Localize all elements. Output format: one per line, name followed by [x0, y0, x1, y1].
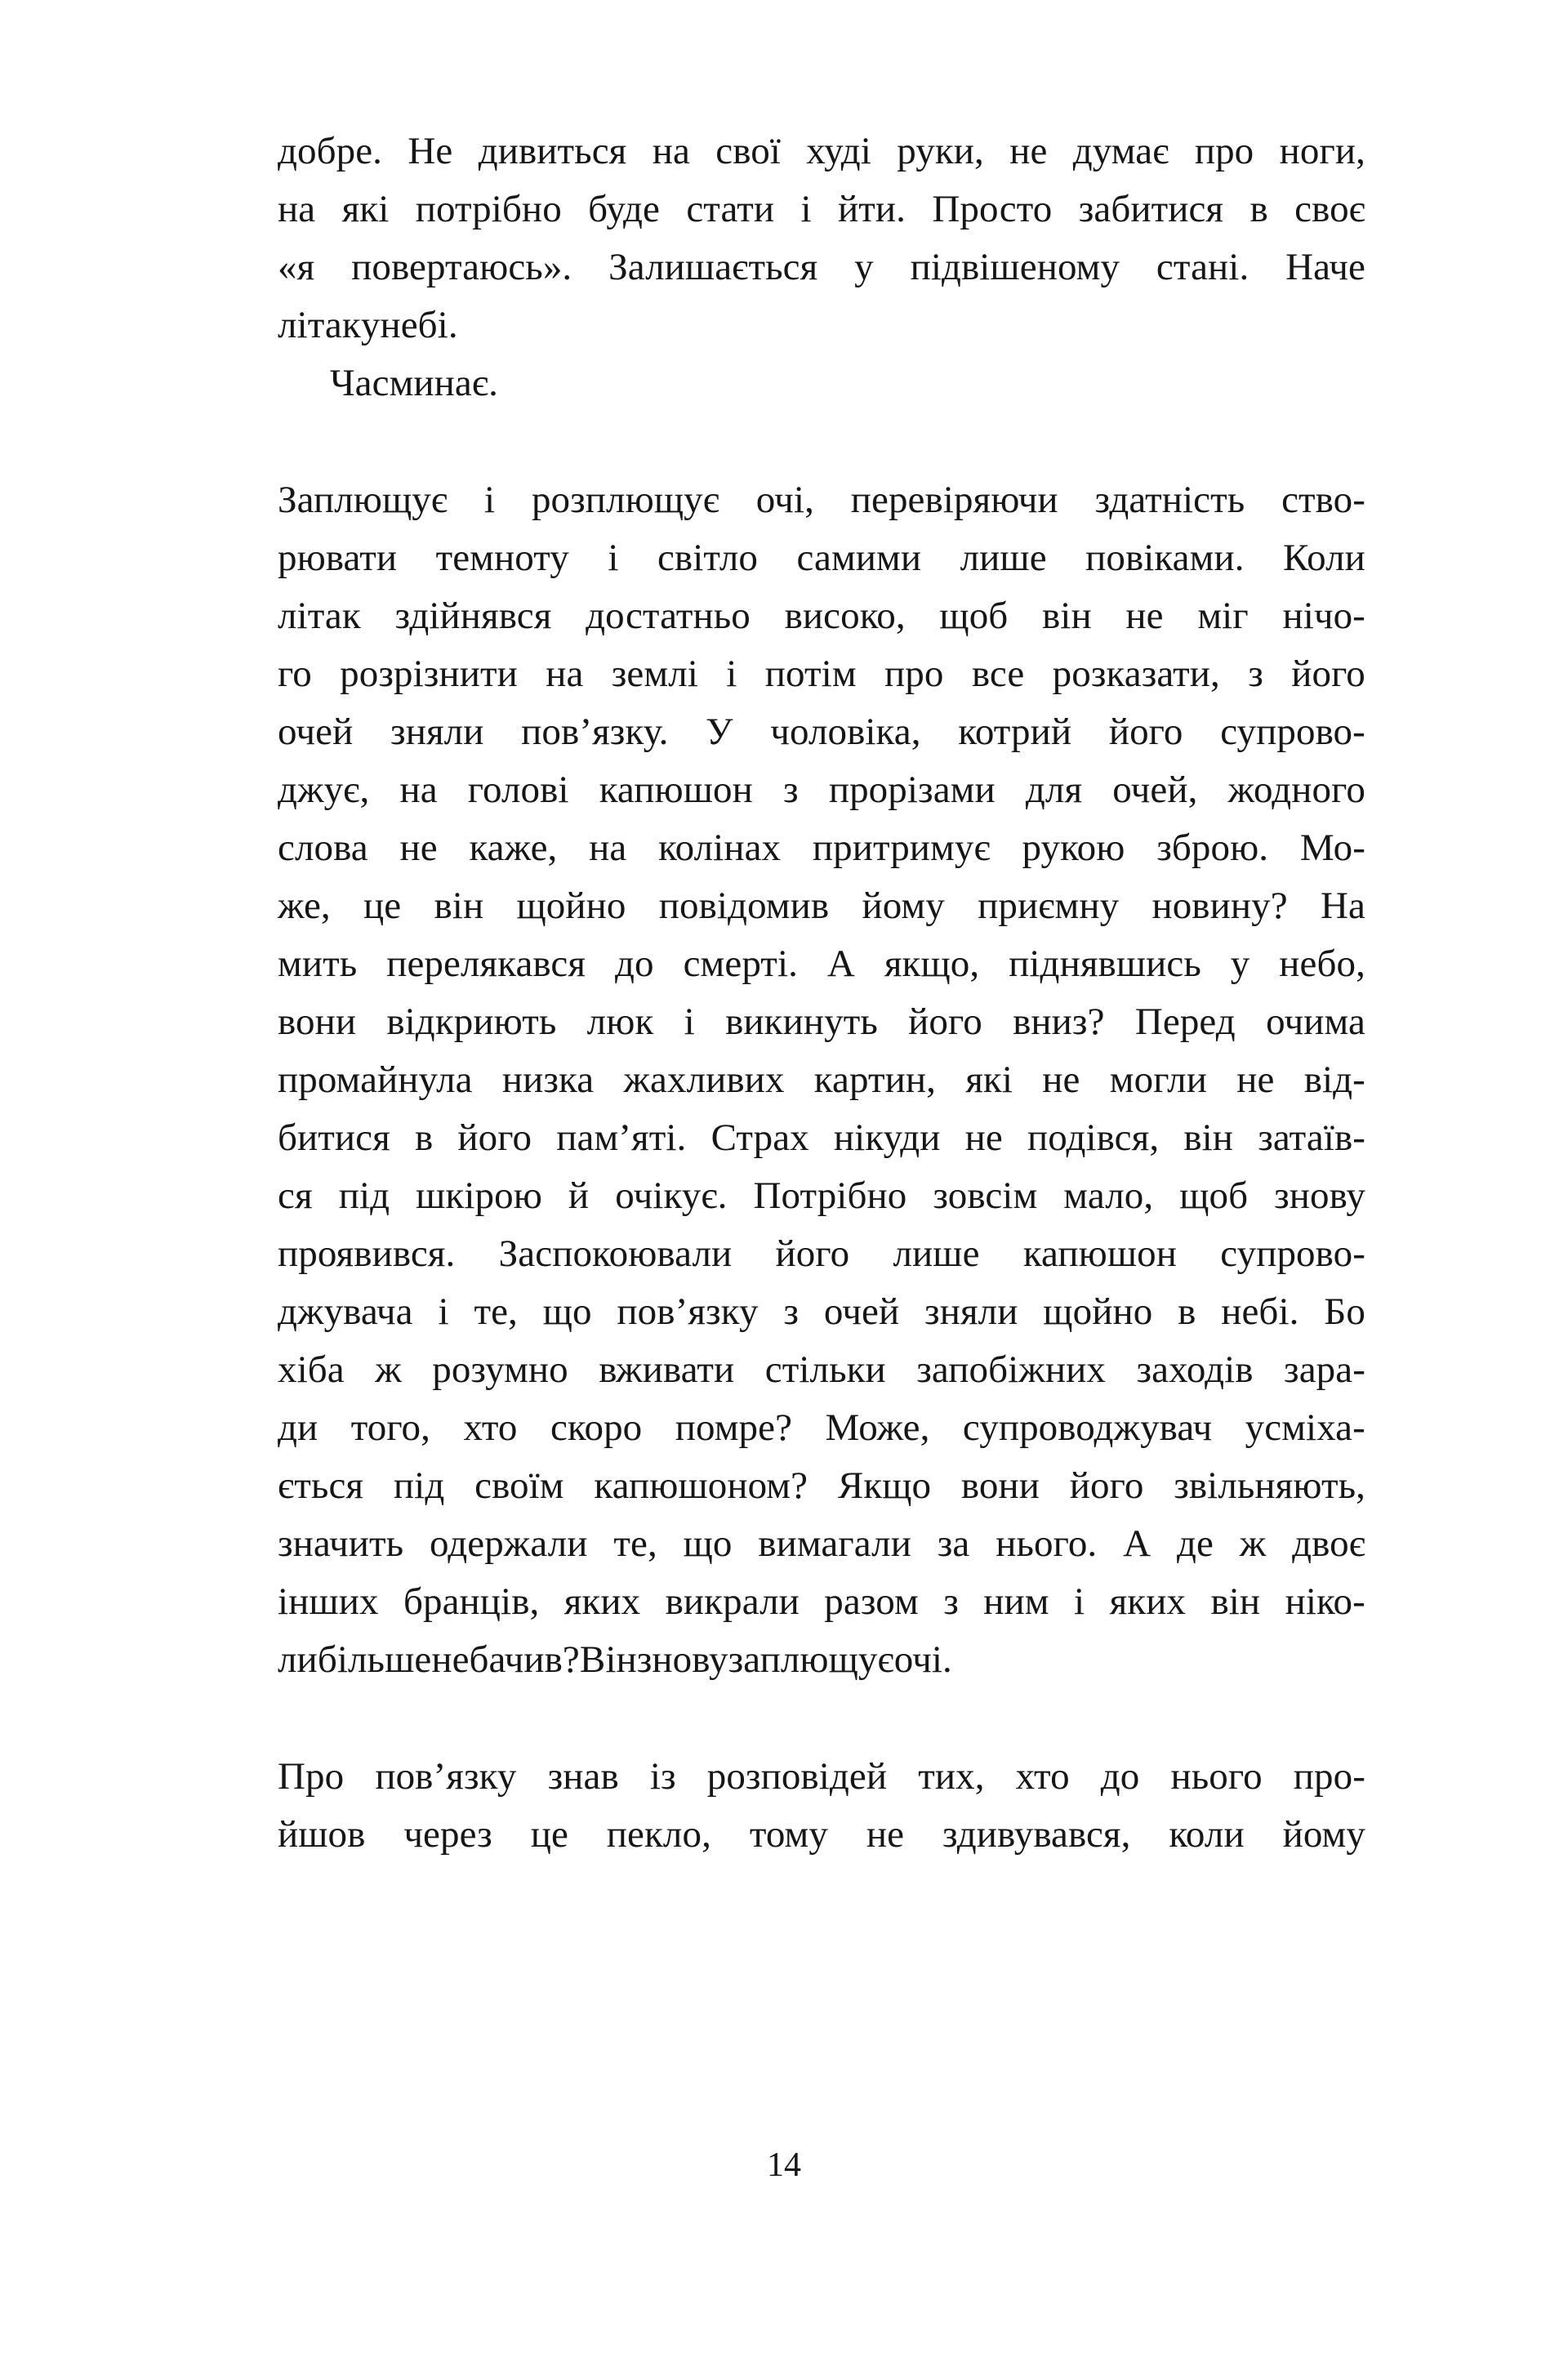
- word: добре.: [278, 130, 383, 172]
- word: приємну: [978, 885, 1120, 927]
- word: від-: [1303, 1058, 1365, 1101]
- text-line: [278, 935, 1365, 993]
- word: скоро: [550, 1406, 643, 1449]
- text-line: [278, 1051, 1365, 1109]
- word: під: [338, 1174, 390, 1217]
- word: бачив?: [469, 1638, 580, 1681]
- word: капюшоном?: [594, 1464, 808, 1507]
- word: рукою: [1022, 827, 1125, 869]
- word: в: [1250, 188, 1268, 230]
- paragraph: [278, 471, 1365, 1689]
- word: йому: [1282, 1813, 1365, 1856]
- text-line: [278, 1109, 1365, 1167]
- word: і: [438, 1290, 449, 1333]
- word: ди: [278, 1406, 318, 1449]
- word: «я: [278, 246, 315, 288]
- word: все: [971, 653, 1025, 695]
- text-line: [278, 1399, 1365, 1457]
- word: стільки: [764, 1348, 886, 1391]
- word: розповідей: [706, 1755, 888, 1798]
- word: його: [457, 1116, 532, 1159]
- text-line: [278, 1631, 1365, 1689]
- word: голові: [467, 769, 569, 811]
- word: про: [1194, 130, 1254, 172]
- word: рювати: [278, 537, 398, 579]
- word: в: [1178, 1290, 1196, 1333]
- text-line: [278, 180, 1365, 238]
- word: А: [1123, 1522, 1152, 1565]
- word: разом: [824, 1580, 919, 1623]
- word: очі.: [893, 1638, 952, 1681]
- word: на: [589, 827, 627, 869]
- word: небі.: [1221, 1290, 1299, 1333]
- text-line: [278, 993, 1365, 1051]
- word: на: [278, 188, 316, 230]
- word: притримує: [812, 827, 991, 869]
- word: Перед: [1134, 1001, 1236, 1043]
- word: пов’язку: [617, 1290, 759, 1333]
- section-break: [278, 412, 1365, 471]
- word: здійнявся: [394, 595, 552, 637]
- word: здивувався,: [942, 1813, 1131, 1856]
- text-line: [278, 761, 1365, 819]
- word: могли: [1109, 1058, 1207, 1101]
- paragraph: [278, 1748, 1365, 1864]
- word: дивиться: [478, 130, 627, 172]
- paragraph: [278, 123, 1365, 354]
- word: Час: [330, 362, 390, 404]
- word: викрали: [665, 1580, 800, 1623]
- word: не: [1125, 595, 1164, 637]
- word: його: [1069, 1464, 1144, 1507]
- word: з: [783, 1290, 800, 1333]
- word: пов’язку.: [521, 711, 669, 753]
- word: ним: [983, 1580, 1049, 1623]
- word: інших: [278, 1580, 379, 1623]
- word: підвішеному: [910, 246, 1120, 288]
- word: жахливих: [623, 1058, 785, 1101]
- word: капюшон: [599, 769, 753, 811]
- word: про: [884, 653, 944, 695]
- word: смерті.: [683, 943, 798, 985]
- word: очікує.: [615, 1174, 728, 1217]
- word: в: [414, 1116, 434, 1159]
- word: небо,: [1279, 943, 1365, 985]
- word: стані.: [1156, 246, 1250, 288]
- word: битися: [278, 1116, 390, 1159]
- word: думає: [1072, 130, 1169, 172]
- word: йому: [862, 885, 945, 927]
- word: про-: [1293, 1755, 1365, 1798]
- word: з: [943, 1580, 959, 1623]
- word: двоє: [1292, 1522, 1365, 1565]
- text-line: [278, 645, 1365, 703]
- word: ся: [278, 1174, 313, 1217]
- word: забитися: [1078, 188, 1224, 230]
- word: ж: [375, 1348, 402, 1391]
- word: зняли: [924, 1290, 1018, 1333]
- word: відкриють: [386, 1001, 557, 1043]
- word: піднявшись: [1009, 943, 1201, 985]
- word: жодного: [1227, 769, 1365, 811]
- word: нього.: [996, 1522, 1098, 1565]
- word: супроводжувач: [962, 1406, 1213, 1449]
- word: не: [431, 1638, 470, 1681]
- word: і: [684, 1001, 695, 1043]
- text-line: [278, 1167, 1365, 1225]
- text-line: [278, 354, 1365, 412]
- word: бранців,: [403, 1580, 540, 1623]
- word: у: [360, 304, 381, 346]
- word: звільняють,: [1174, 1464, 1365, 1507]
- word: заплющує: [728, 1638, 894, 1681]
- word: очима: [1266, 1001, 1365, 1043]
- text-line: [278, 1225, 1365, 1283]
- word: у: [854, 246, 874, 288]
- word: повіками.: [1085, 537, 1245, 579]
- body-text-block: [278, 123, 1365, 1864]
- word: своє: [1294, 188, 1365, 230]
- word: це: [363, 885, 402, 927]
- word: люк: [586, 1001, 654, 1043]
- word: повідомив: [658, 885, 830, 927]
- word: не: [1042, 1058, 1080, 1101]
- word: до: [615, 943, 654, 985]
- word: нічо-: [1282, 595, 1365, 637]
- word: те,: [613, 1522, 657, 1565]
- word: низка: [501, 1058, 595, 1101]
- word: тих,: [918, 1755, 985, 1798]
- word: ство-: [1281, 479, 1365, 521]
- word: пам’яті.: [556, 1116, 687, 1159]
- word: Якщо: [837, 1464, 932, 1507]
- word: яких: [1109, 1580, 1187, 1623]
- word: минає.: [389, 362, 499, 404]
- word: не: [1009, 130, 1048, 172]
- word: лише: [893, 1232, 980, 1275]
- word: небі.: [380, 304, 458, 346]
- word: стати: [686, 188, 775, 230]
- text-line: [278, 123, 1365, 180]
- text-line: [278, 1573, 1365, 1631]
- text-line: [278, 587, 1365, 645]
- word: вниз?: [1013, 1001, 1105, 1043]
- word: Він: [579, 1638, 637, 1681]
- word: колінах: [658, 827, 782, 869]
- word: він: [1042, 595, 1092, 637]
- word: джувача: [278, 1290, 413, 1333]
- word: шкірою: [416, 1174, 542, 1217]
- word: не: [1236, 1058, 1275, 1101]
- word: літак: [278, 304, 361, 346]
- word: Страх: [710, 1116, 809, 1159]
- word: Не: [408, 130, 453, 172]
- word: очі,: [755, 479, 814, 521]
- word: худі: [806, 130, 871, 172]
- word: розрізнити: [340, 653, 518, 695]
- word: усміха-: [1245, 1406, 1365, 1449]
- word: хто: [1015, 1755, 1070, 1798]
- word: новину?: [1152, 885, 1288, 927]
- word: зняли: [390, 711, 484, 753]
- word: Наче: [1285, 246, 1365, 288]
- word: які: [341, 188, 390, 230]
- word: заходів: [1136, 1348, 1254, 1391]
- word: очей,: [1112, 769, 1198, 811]
- word: і: [483, 479, 496, 521]
- word: запобіжних: [916, 1348, 1106, 1391]
- text-line: [278, 703, 1365, 761]
- text-line: [278, 877, 1365, 935]
- word: і: [1074, 1580, 1085, 1623]
- word: мало,: [1063, 1174, 1154, 1217]
- word: Заспокоювали: [498, 1232, 733, 1275]
- text-line: [278, 1341, 1365, 1399]
- text-line: [278, 1457, 1365, 1515]
- section-break: [278, 1689, 1365, 1748]
- text-line: [278, 529, 1365, 587]
- word: каже,: [469, 827, 558, 869]
- text-line: [278, 471, 1365, 529]
- word: щоб: [939, 595, 1009, 637]
- word: світло: [657, 537, 758, 579]
- word: На: [1320, 885, 1365, 927]
- word: чоловіка,: [770, 711, 921, 753]
- word: прорізами: [828, 769, 996, 811]
- word: затаїв-: [1258, 1116, 1365, 1159]
- word: ж: [1239, 1522, 1267, 1565]
- word: потім: [764, 653, 857, 695]
- word: викинуть: [725, 1001, 878, 1043]
- word: із: [649, 1755, 676, 1798]
- word: знову: [636, 1638, 728, 1681]
- word: високо,: [784, 595, 906, 637]
- word: на: [652, 130, 690, 172]
- word: через: [403, 1813, 492, 1856]
- word: зовсім: [933, 1174, 1038, 1217]
- word: котрий: [958, 711, 1072, 753]
- text-line: [278, 1515, 1365, 1573]
- word: розказати,: [1052, 653, 1220, 695]
- word: щойно: [516, 885, 626, 927]
- word: повертаюсь».: [351, 246, 572, 288]
- word: самими: [796, 537, 922, 579]
- word: яких: [564, 1580, 641, 1623]
- word: для: [1025, 769, 1083, 811]
- word: джує,: [278, 769, 370, 811]
- word: вимагали: [758, 1522, 911, 1565]
- word: У: [706, 711, 733, 753]
- word: під: [393, 1464, 445, 1507]
- word: у: [1230, 943, 1250, 985]
- word: буде: [588, 188, 660, 230]
- word: пекло,: [606, 1813, 711, 1856]
- word: більше: [317, 1638, 432, 1681]
- word: А: [826, 943, 855, 985]
- word: очей: [823, 1290, 900, 1333]
- word: вони: [278, 1001, 357, 1043]
- word: його: [1108, 711, 1183, 753]
- word: значить: [278, 1522, 404, 1565]
- word: Коли: [1283, 537, 1365, 579]
- text-line: [278, 238, 1365, 296]
- word: за: [937, 1522, 970, 1565]
- word: Залишається: [608, 246, 818, 288]
- word: й: [568, 1174, 590, 1217]
- word: супрово-: [1220, 711, 1365, 753]
- word: ли: [278, 1638, 318, 1681]
- word: не: [399, 827, 438, 869]
- word: йшов: [278, 1813, 366, 1856]
- word: перелякався: [386, 943, 586, 985]
- word: його: [775, 1232, 850, 1275]
- word: якщо,: [884, 943, 980, 985]
- word: що: [542, 1290, 592, 1333]
- word: на: [399, 769, 438, 811]
- word: де: [1176, 1522, 1214, 1565]
- word: же,: [278, 885, 331, 927]
- word: коли: [1169, 1813, 1245, 1856]
- word: зара-: [1284, 1348, 1365, 1391]
- word: його: [908, 1001, 982, 1043]
- word: очей: [278, 711, 354, 753]
- word: що: [683, 1522, 733, 1565]
- word: Бо: [1324, 1290, 1365, 1333]
- word: і: [726, 653, 737, 695]
- word: Потрібно: [753, 1174, 907, 1217]
- word: його: [1291, 653, 1365, 695]
- word: проявився.: [278, 1232, 456, 1275]
- word: знав: [547, 1755, 619, 1798]
- word: достатньо: [586, 595, 751, 637]
- word: щоб: [1179, 1174, 1249, 1217]
- word: йти.: [838, 188, 906, 230]
- word: здатність: [1094, 479, 1245, 521]
- word: капюшон: [1022, 1232, 1177, 1275]
- word: і: [800, 188, 812, 230]
- word: Може,: [825, 1406, 930, 1449]
- word: ноги,: [1279, 130, 1365, 172]
- page-number: 14: [767, 2146, 801, 2184]
- word: на: [546, 653, 584, 695]
- word: картин,: [813, 1058, 936, 1101]
- word: тому: [749, 1813, 828, 1856]
- word: він: [1183, 1116, 1234, 1159]
- word: розплющує: [531, 479, 719, 521]
- word: розумно: [432, 1348, 568, 1391]
- word: мить: [278, 943, 358, 985]
- word: Мо-: [1299, 827, 1365, 869]
- text-line: [278, 1283, 1365, 1341]
- word: вживати: [599, 1348, 735, 1391]
- word: які: [965, 1058, 1013, 1101]
- word: літак: [278, 595, 361, 637]
- word: він: [434, 885, 484, 927]
- word: хіба: [278, 1348, 345, 1391]
- word: Заплющує: [278, 479, 448, 521]
- word: ється: [278, 1464, 364, 1507]
- text-line: [278, 296, 1365, 354]
- word: зброю.: [1156, 827, 1269, 869]
- word: з: [783, 769, 799, 811]
- word: щойно: [1043, 1290, 1153, 1333]
- paragraph: [278, 354, 1365, 412]
- word: ніко-: [1285, 1580, 1365, 1623]
- word: потрібно: [415, 188, 562, 230]
- word: темноту: [435, 537, 569, 579]
- word: руки,: [897, 130, 984, 172]
- word: лише: [960, 537, 1047, 579]
- word: те,: [474, 1290, 518, 1333]
- word: не: [866, 1813, 905, 1856]
- word: пов’язку: [375, 1755, 517, 1798]
- text-line: [278, 1748, 1365, 1806]
- word: слова: [278, 827, 368, 869]
- word: він: [1210, 1580, 1261, 1623]
- word: одержали: [429, 1522, 588, 1565]
- word: нікуди: [833, 1116, 941, 1159]
- word: помре?: [675, 1406, 793, 1449]
- text-line: [278, 819, 1365, 877]
- word: свої: [715, 130, 781, 172]
- word: це: [530, 1813, 568, 1856]
- word: Просто: [932, 188, 1053, 230]
- word: промайнула: [278, 1058, 473, 1101]
- word: того,: [350, 1406, 430, 1449]
- word: не: [964, 1116, 1003, 1159]
- word: знову: [1274, 1174, 1365, 1217]
- text-line: [278, 1806, 1365, 1864]
- word: своїм: [474, 1464, 564, 1507]
- word: нього: [1170, 1755, 1263, 1798]
- word: супрово-: [1220, 1232, 1365, 1275]
- word: міг: [1197, 595, 1249, 637]
- word: вони: [960, 1464, 1040, 1507]
- word: і: [608, 537, 619, 579]
- word: землі: [611, 653, 698, 695]
- word: подівся,: [1027, 1116, 1160, 1159]
- word: з: [1248, 653, 1263, 695]
- word: го: [278, 653, 312, 695]
- word: перевіряючи: [850, 479, 1058, 521]
- word: Про: [278, 1755, 345, 1798]
- word: хто: [463, 1406, 518, 1449]
- word: до: [1100, 1755, 1140, 1798]
